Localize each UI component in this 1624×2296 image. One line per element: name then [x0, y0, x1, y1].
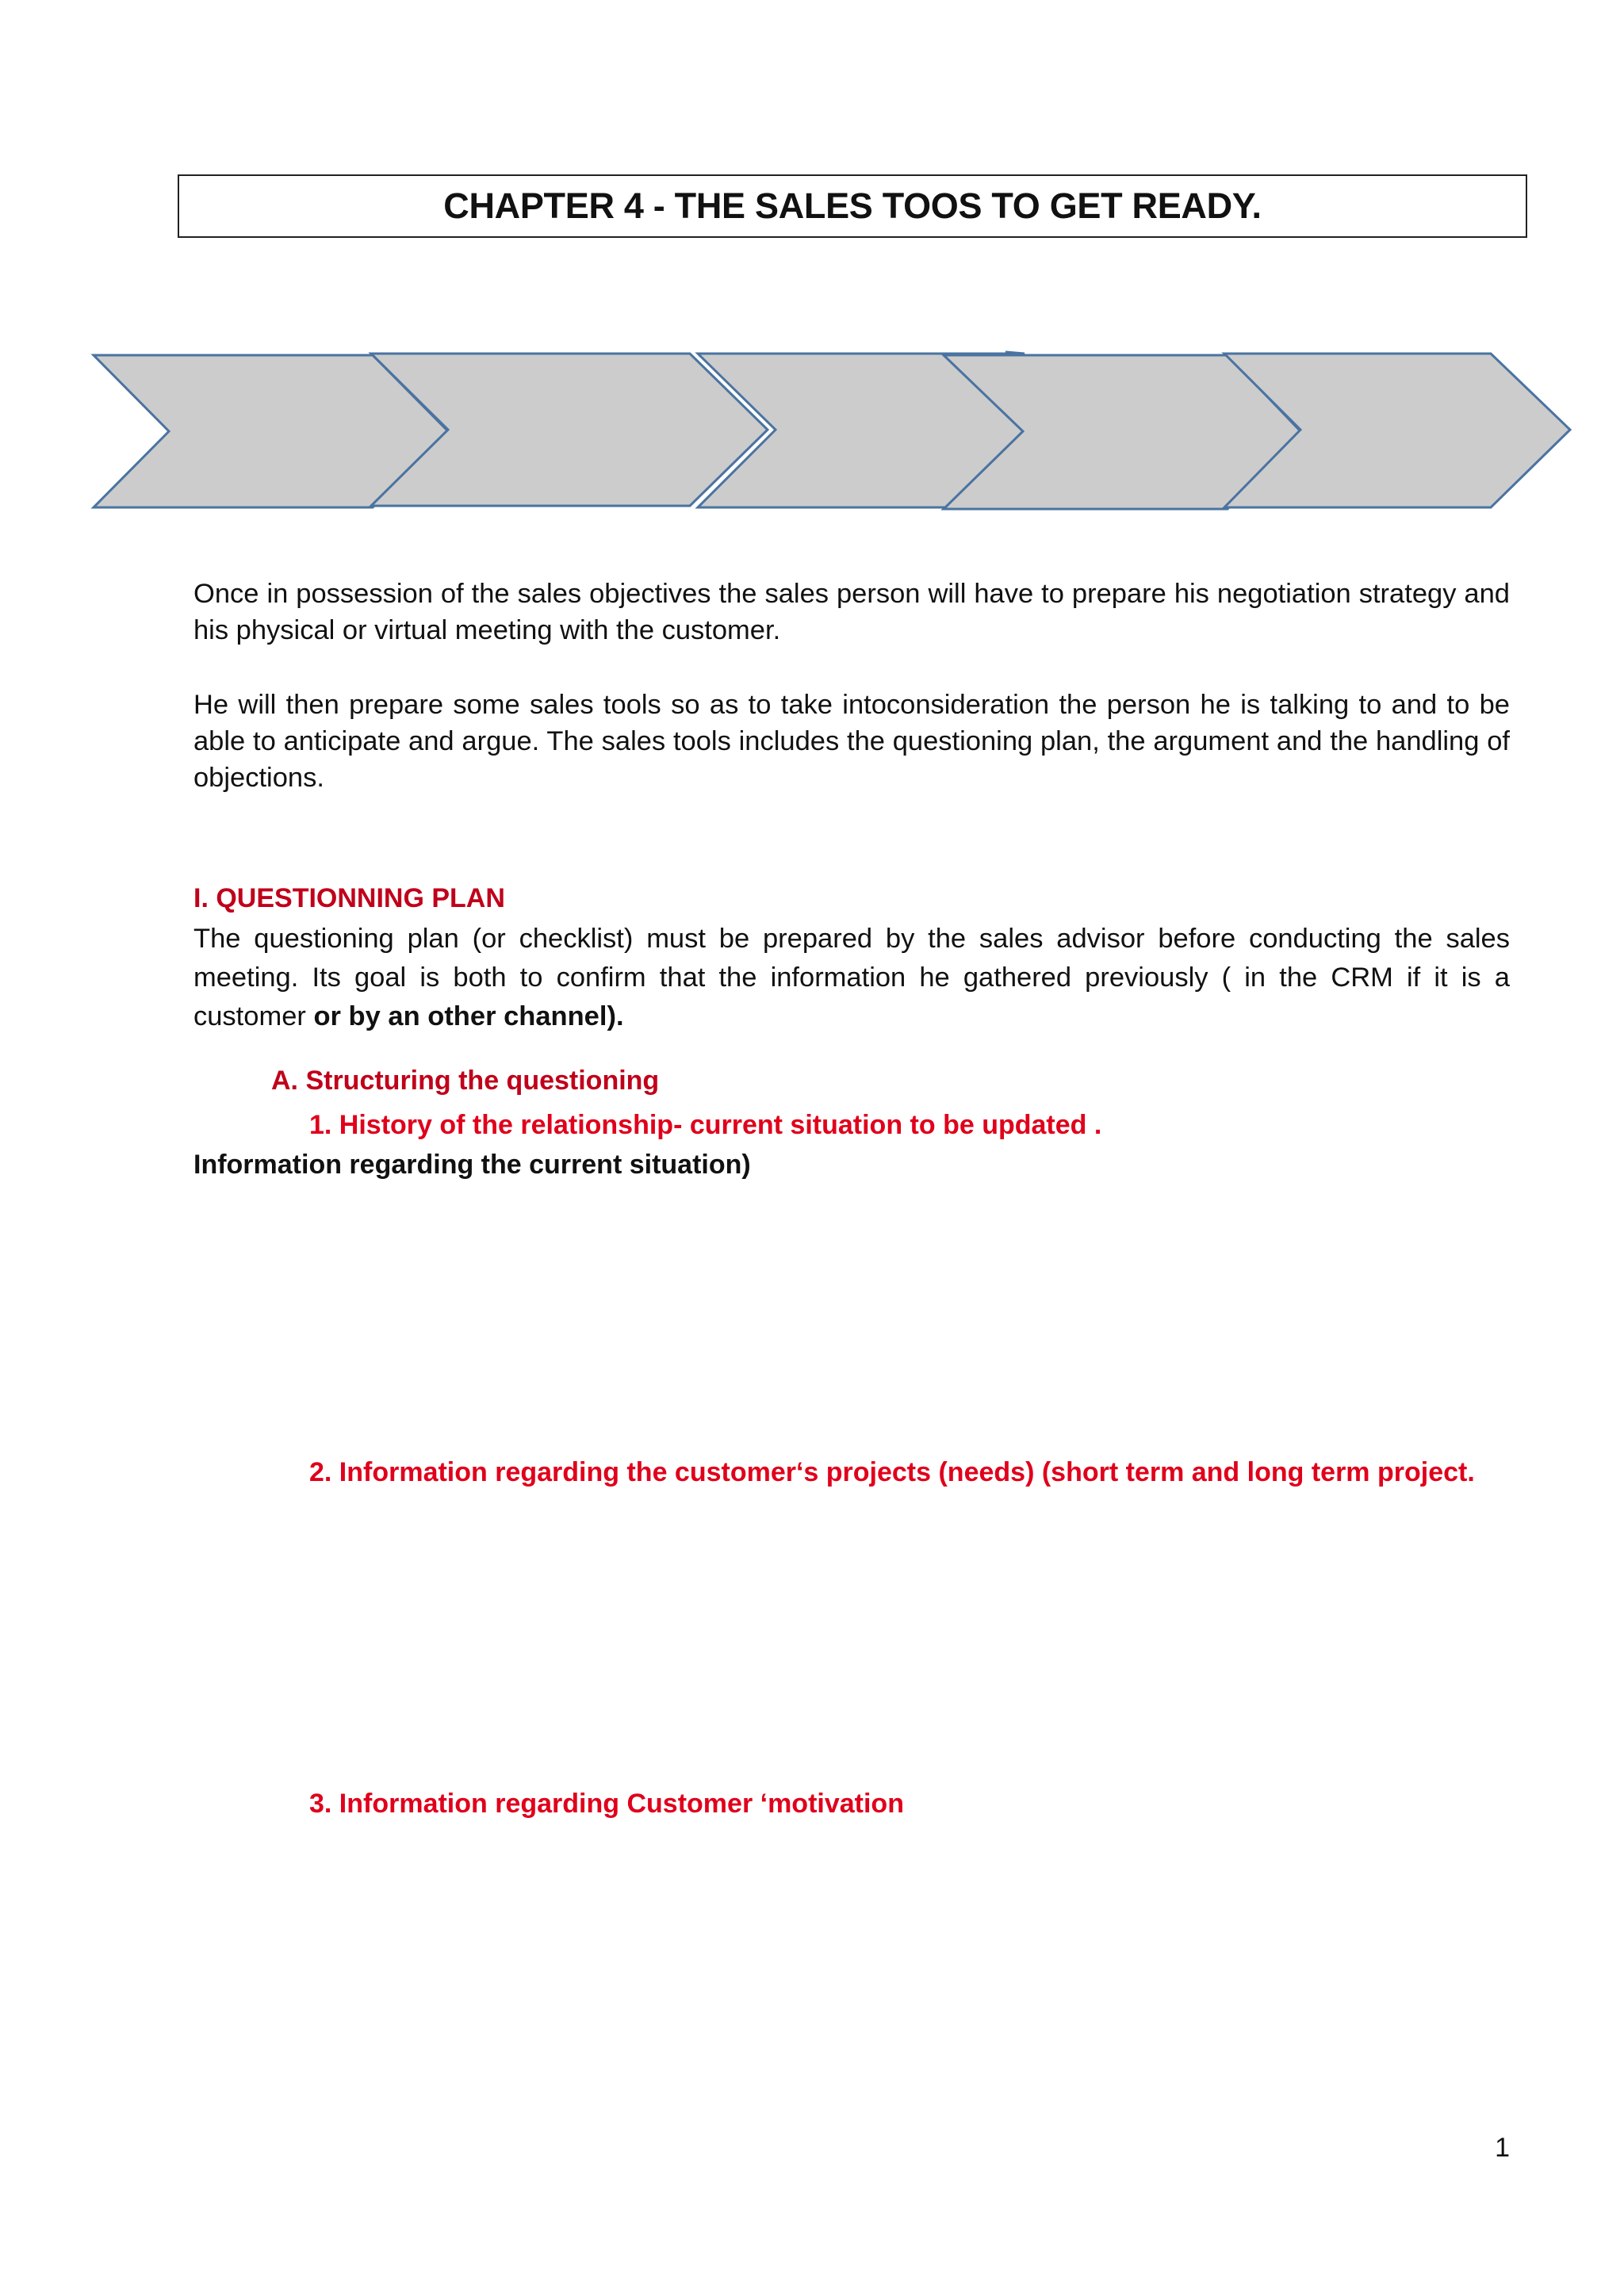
item-customer-motivation: 3. Information regarding Customer ‘motivation — [309, 1789, 904, 1819]
process-chevrons — [0, 341, 1624, 523]
item-history-relationship: 1. History of the relationship- current situation to be updated . — [309, 1110, 1102, 1140]
intro-paragraph-2: He will then prepare some sales tools so as to take intoconsideration the person he is talking to and to be able to anticipate and argue. The sales tools includes the questioning plan, the argument and the handling of objections. — [193, 690, 1510, 793]
page-number: 1 — [1495, 2133, 1510, 2163]
subsection-heading-structuring: A. Structuring the questioning — [271, 1066, 660, 1096]
chapter-title-box — [178, 174, 1527, 238]
section-body-bold: or by an other channel). — [313, 1001, 624, 1031]
section-body — [193, 920, 1510, 1036]
section-body-regular: The questioning plan (or checklist) must be prepared by the sales advisor before conducting the sales meeting. Its goal is both to confirm that the information he gathered previously ( in the CRM if it is a customer — [193, 924, 1510, 1031]
chapter-title: CHAPTER 4 - THE SALES TOOS TO GET READY. — [443, 186, 1262, 226]
section-heading-questioning-plan: I. QUESTIONNING PLAN — [193, 883, 505, 913]
intro-paragraph-1: Once in possession of the sales objectives the sales person will have to prepare his negotiation strategy and his physical or virtual meeting with the customer. — [193, 579, 1510, 645]
item-customer-projects: 2. Information regarding the customer‘s projects (needs) (short term and long term project. — [309, 1457, 1475, 1487]
item-current-situation-note: Information regarding the current situation) — [193, 1150, 751, 1180]
